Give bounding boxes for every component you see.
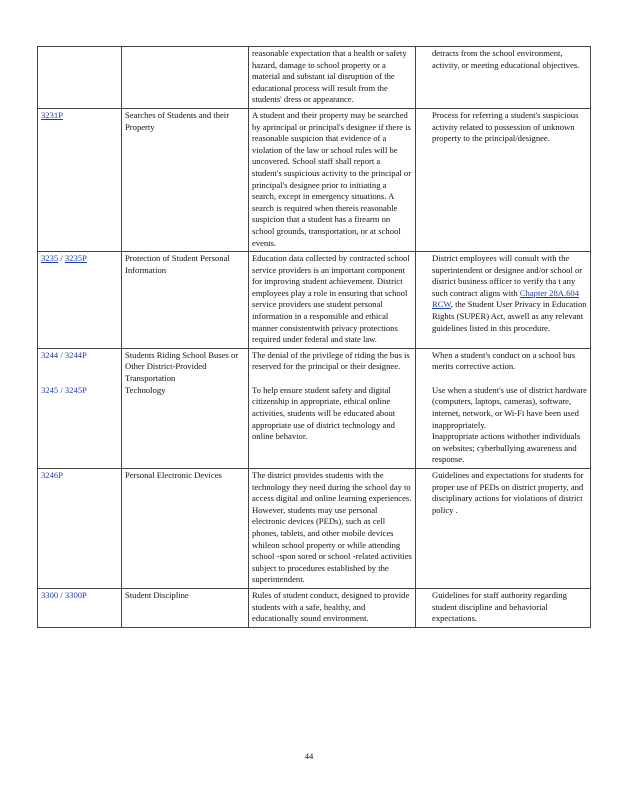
- policy-purpose-cell: The district provides students with the technology they need during the school day to access digital and online learning experiences. However, students may use personal electronic devices (PEDs), such as cell phones, tablets, and other mobile devices whileon school property or while attending school -spon sored or school -related activities subject to procedures established by the superintendent.: [249, 469, 416, 589]
- table-row: [38, 588, 591, 627]
- action-text-after: , the Student User Privacy in Education Rights (SUPER) Act, aswell as any relevant guidelines listed in this procedure.: [432, 299, 587, 333]
- action-bullet-item: Guidelines and expectations for students for proper use of PEDs on district property, and disciplinary actions for violations of district policy .: [419, 470, 587, 516]
- bullet-icon: [419, 110, 432, 145]
- policy-title-cell: Searches of Students and their Property: [122, 108, 249, 251]
- action-bullet-item: [419, 253, 587, 334]
- policy-code-cell: [38, 252, 122, 349]
- policy-code-cell: [38, 47, 122, 109]
- action-bullet-item: Process for referring a student's suspicious activity related to possession of unknown property to the principal/designee.: [419, 110, 587, 145]
- page-number: 44: [304, 751, 314, 761]
- rcw-link[interactable]: Chapter 28A.604 RCW: [432, 287, 580, 310]
- code-separator: /: [58, 253, 65, 264]
- policy-purpose-cell: [249, 348, 416, 468]
- policy-action-cell: [416, 469, 591, 589]
- policy-action-cell: [416, 47, 591, 109]
- table-row: [38, 252, 591, 349]
- policy-title-cell: Personal Electronic Devices: [122, 469, 249, 589]
- policy-purpose-cell: A student and their property may be searched by aprincipal or principal's designee if there is reasonable suspicion that evidence of a violation of the law or school rules will be uncovered. School staff shall report a student's suspicious activity to the principal or principal's designee prior to initiating a search, except in emergency situations. A search is required when thereis reasonable suspicion that a student has a firearm on school grounds, transportation, or at school events.: [249, 108, 416, 251]
- policy-title-cell: Protection of Student Personal Information: [122, 252, 249, 349]
- policy-purpose-cell: Education data collected by contracted school service providers is an important component for improving student achievement. District employees play a role in ensuring that school service providers use student personal information in a responsible and ethical manner consistentwith privacy protections required under federal and state law.: [249, 252, 416, 349]
- policy-code-cell: [38, 588, 122, 627]
- policy-purpose-cell: reasonable expectation that a health or safety hazard, damage to school property or a material and substant ial disruption of the educational process will result from the students' dress or appearance.: [249, 47, 416, 109]
- bullet-icon: [419, 470, 432, 516]
- policy-title-cell: [122, 348, 249, 468]
- table-row: [38, 108, 591, 251]
- policy-link-3235[interactable]: 3235: [41, 253, 59, 264]
- bullet-icon: [419, 590, 432, 625]
- policy-action-cell: [416, 252, 591, 349]
- policy-code-3300: 3300 / 3300P: [41, 589, 87, 600]
- action-bullet-item: Inappropriate actions withother individuals on websites; cyberbullying awareness and response.: [419, 431, 587, 466]
- table-row: [38, 348, 591, 468]
- action-text: detracts from the school environment, activity, or meeting educational objectives.: [432, 48, 580, 70]
- policy-action-cell: [416, 588, 591, 627]
- policy-title-3244: Students Riding School Buses or Other District-Provided Transportation: [125, 349, 239, 384]
- action-text-before: District employees will consult with the superintendent or designee and/or school or district business officer to verify tha t any such contract aligns with: [432, 253, 583, 298]
- policy-code-3245: 3245 / 3245P: [41, 384, 87, 395]
- action-bullet-item: When a student's conduct on a school bus merits corrective action.: [419, 350, 587, 385]
- policy-action-cell: [416, 348, 591, 468]
- table-row: [38, 469, 591, 589]
- policy-title-3245: Technology: [125, 384, 166, 395]
- policy-purpose-3244: The denial of the privilege of riding the bus is reserved for the principal or their designee.: [252, 349, 410, 372]
- policy-code-3246p: 3246P: [41, 470, 63, 480]
- table-row: [38, 47, 591, 109]
- action-bullet-item: Use when a student's use of district hardware (computers, laptops, cameras), software, internet, network, or Wi-Fi have been used inappropriately.: [419, 385, 587, 431]
- bullet-icon: [419, 253, 432, 334]
- policy-action-cell: [416, 108, 591, 251]
- policy-code-cell: [38, 348, 122, 468]
- policy-link-3235p[interactable]: 3235P: [64, 253, 87, 264]
- bullet-icon: [419, 350, 432, 385]
- policy-purpose-cell: Rules of student conduct, designed to provide students with a safe, healthy, and educationally sound environment.: [249, 588, 416, 627]
- policy-link-3231p[interactable]: 3231P: [41, 109, 63, 120]
- action-bullet-item: Guidelines for staff authority regarding student discipline and behaviorial expectations.: [419, 590, 587, 625]
- policy-code-cell: [38, 108, 122, 251]
- policy-title-cell: Student Discipline: [122, 588, 249, 627]
- policy-code-cell: [38, 469, 122, 589]
- policy-table: [37, 46, 591, 628]
- bullet-icon: [419, 431, 432, 466]
- bullet-icon: [419, 385, 432, 431]
- policy-title-cell: [122, 47, 249, 109]
- policy-purpose-3245: To help ensure student safety and digital citizenship in appropriate, ethical online activities, students will be educated about appropriate use of district technology and online behavior.: [252, 384, 396, 442]
- policy-code-3244: 3244 / 3244P: [41, 349, 87, 360]
